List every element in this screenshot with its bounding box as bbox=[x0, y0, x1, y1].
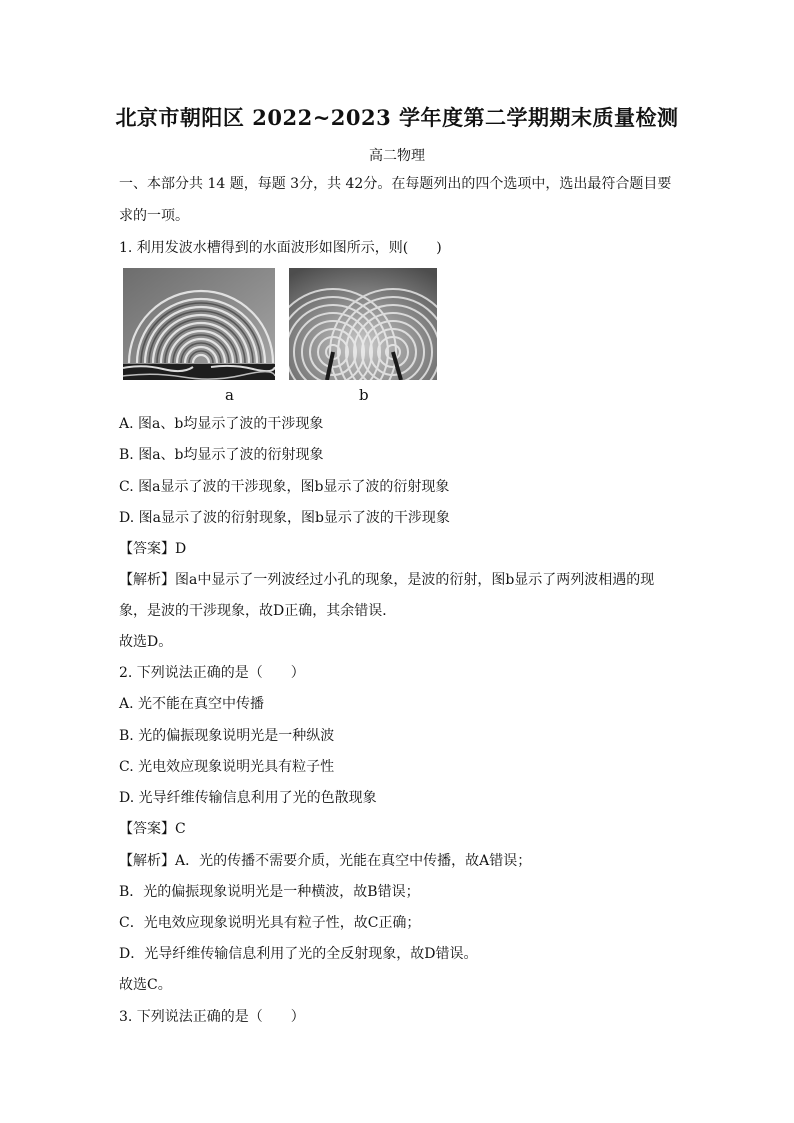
question-3-stem: 3. 下列说法正确的是（ ） bbox=[119, 1009, 305, 1025]
question-2-stem: 2. 下列说法正确的是（ ） bbox=[119, 665, 305, 681]
question-1-analysis-line-2: 象，是波的干涉现象，故D正确，其余错误． bbox=[119, 603, 397, 619]
question-2-option-b: B. 光的偏振现象说明光是一种纵波 bbox=[119, 728, 335, 744]
question-2-option-c: C. 光电效应现象说明光具有粒子性 bbox=[119, 759, 335, 775]
section-intro-line-2: 求的一项。 bbox=[119, 208, 189, 224]
question-1-option-d: D. 图a显示了波的衍射现象，图b显示了波的干涉现象 bbox=[119, 510, 450, 526]
question-1-figures bbox=[123, 268, 453, 408]
question-2-analysis-line-3: C．光电效应现象说明光具有粒子性，故C正确； bbox=[119, 915, 421, 931]
question-1-stem: 1. 利用发波水槽得到的水面波形如图所示，则( ) bbox=[119, 240, 442, 256]
question-2-analysis-line-4: D．光导纤维传输信息利用了光的全反射现象，故D错误。 bbox=[119, 946, 478, 962]
question-2-conclusion: 故选C。 bbox=[119, 977, 172, 993]
figure-b-interference-image bbox=[289, 268, 437, 380]
question-2-answer: 【答案】C bbox=[119, 821, 186, 837]
question-1-answer: 【答案】D bbox=[119, 541, 187, 557]
figure-b-label: b bbox=[359, 386, 369, 404]
section-intro-line-1: 一、本部分共 14 题，每题 3分，共 42分。在每题列出的四个选项中，选出最符合题目要 bbox=[119, 176, 672, 192]
figure-a-label: a bbox=[225, 386, 234, 404]
question-2-option-d: D. 光导纤维传输信息利用了光的色散现象 bbox=[119, 790, 377, 806]
question-2-analysis-line-1: 【解析】A．光的传播不需要介质，光能在真空中传播，故A错误； bbox=[119, 853, 532, 869]
question-1-option-c: C. 图a显示了波的干涉现象，图b显示了波的衍射现象 bbox=[119, 479, 450, 495]
question-2-option-a: A. 光不能在真空中传播 bbox=[119, 696, 265, 712]
figure-a-diffraction-image bbox=[123, 268, 275, 380]
question-2-analysis-line-2: B．光的偏振现象说明光是一种横波，故B错误； bbox=[119, 884, 420, 900]
question-1-option-b: B. 图a、b均显示了波的衍射现象 bbox=[119, 447, 324, 463]
question-1-analysis-line-1: 【解析】图a中显示了一列波经过小孔的现象，是波的衍射，图b显示了两列波相遇的现 bbox=[119, 572, 655, 588]
document-title: 北京市朝阳区 2022~2023 学年度第二学期期末质量检测 bbox=[115, 105, 679, 130]
question-1-conclusion: 故选D。 bbox=[119, 634, 173, 650]
question-1-option-a: A. 图a、b均显示了波的干涉现象 bbox=[119, 416, 324, 432]
document-subtitle: 高二物理 bbox=[369, 148, 425, 164]
